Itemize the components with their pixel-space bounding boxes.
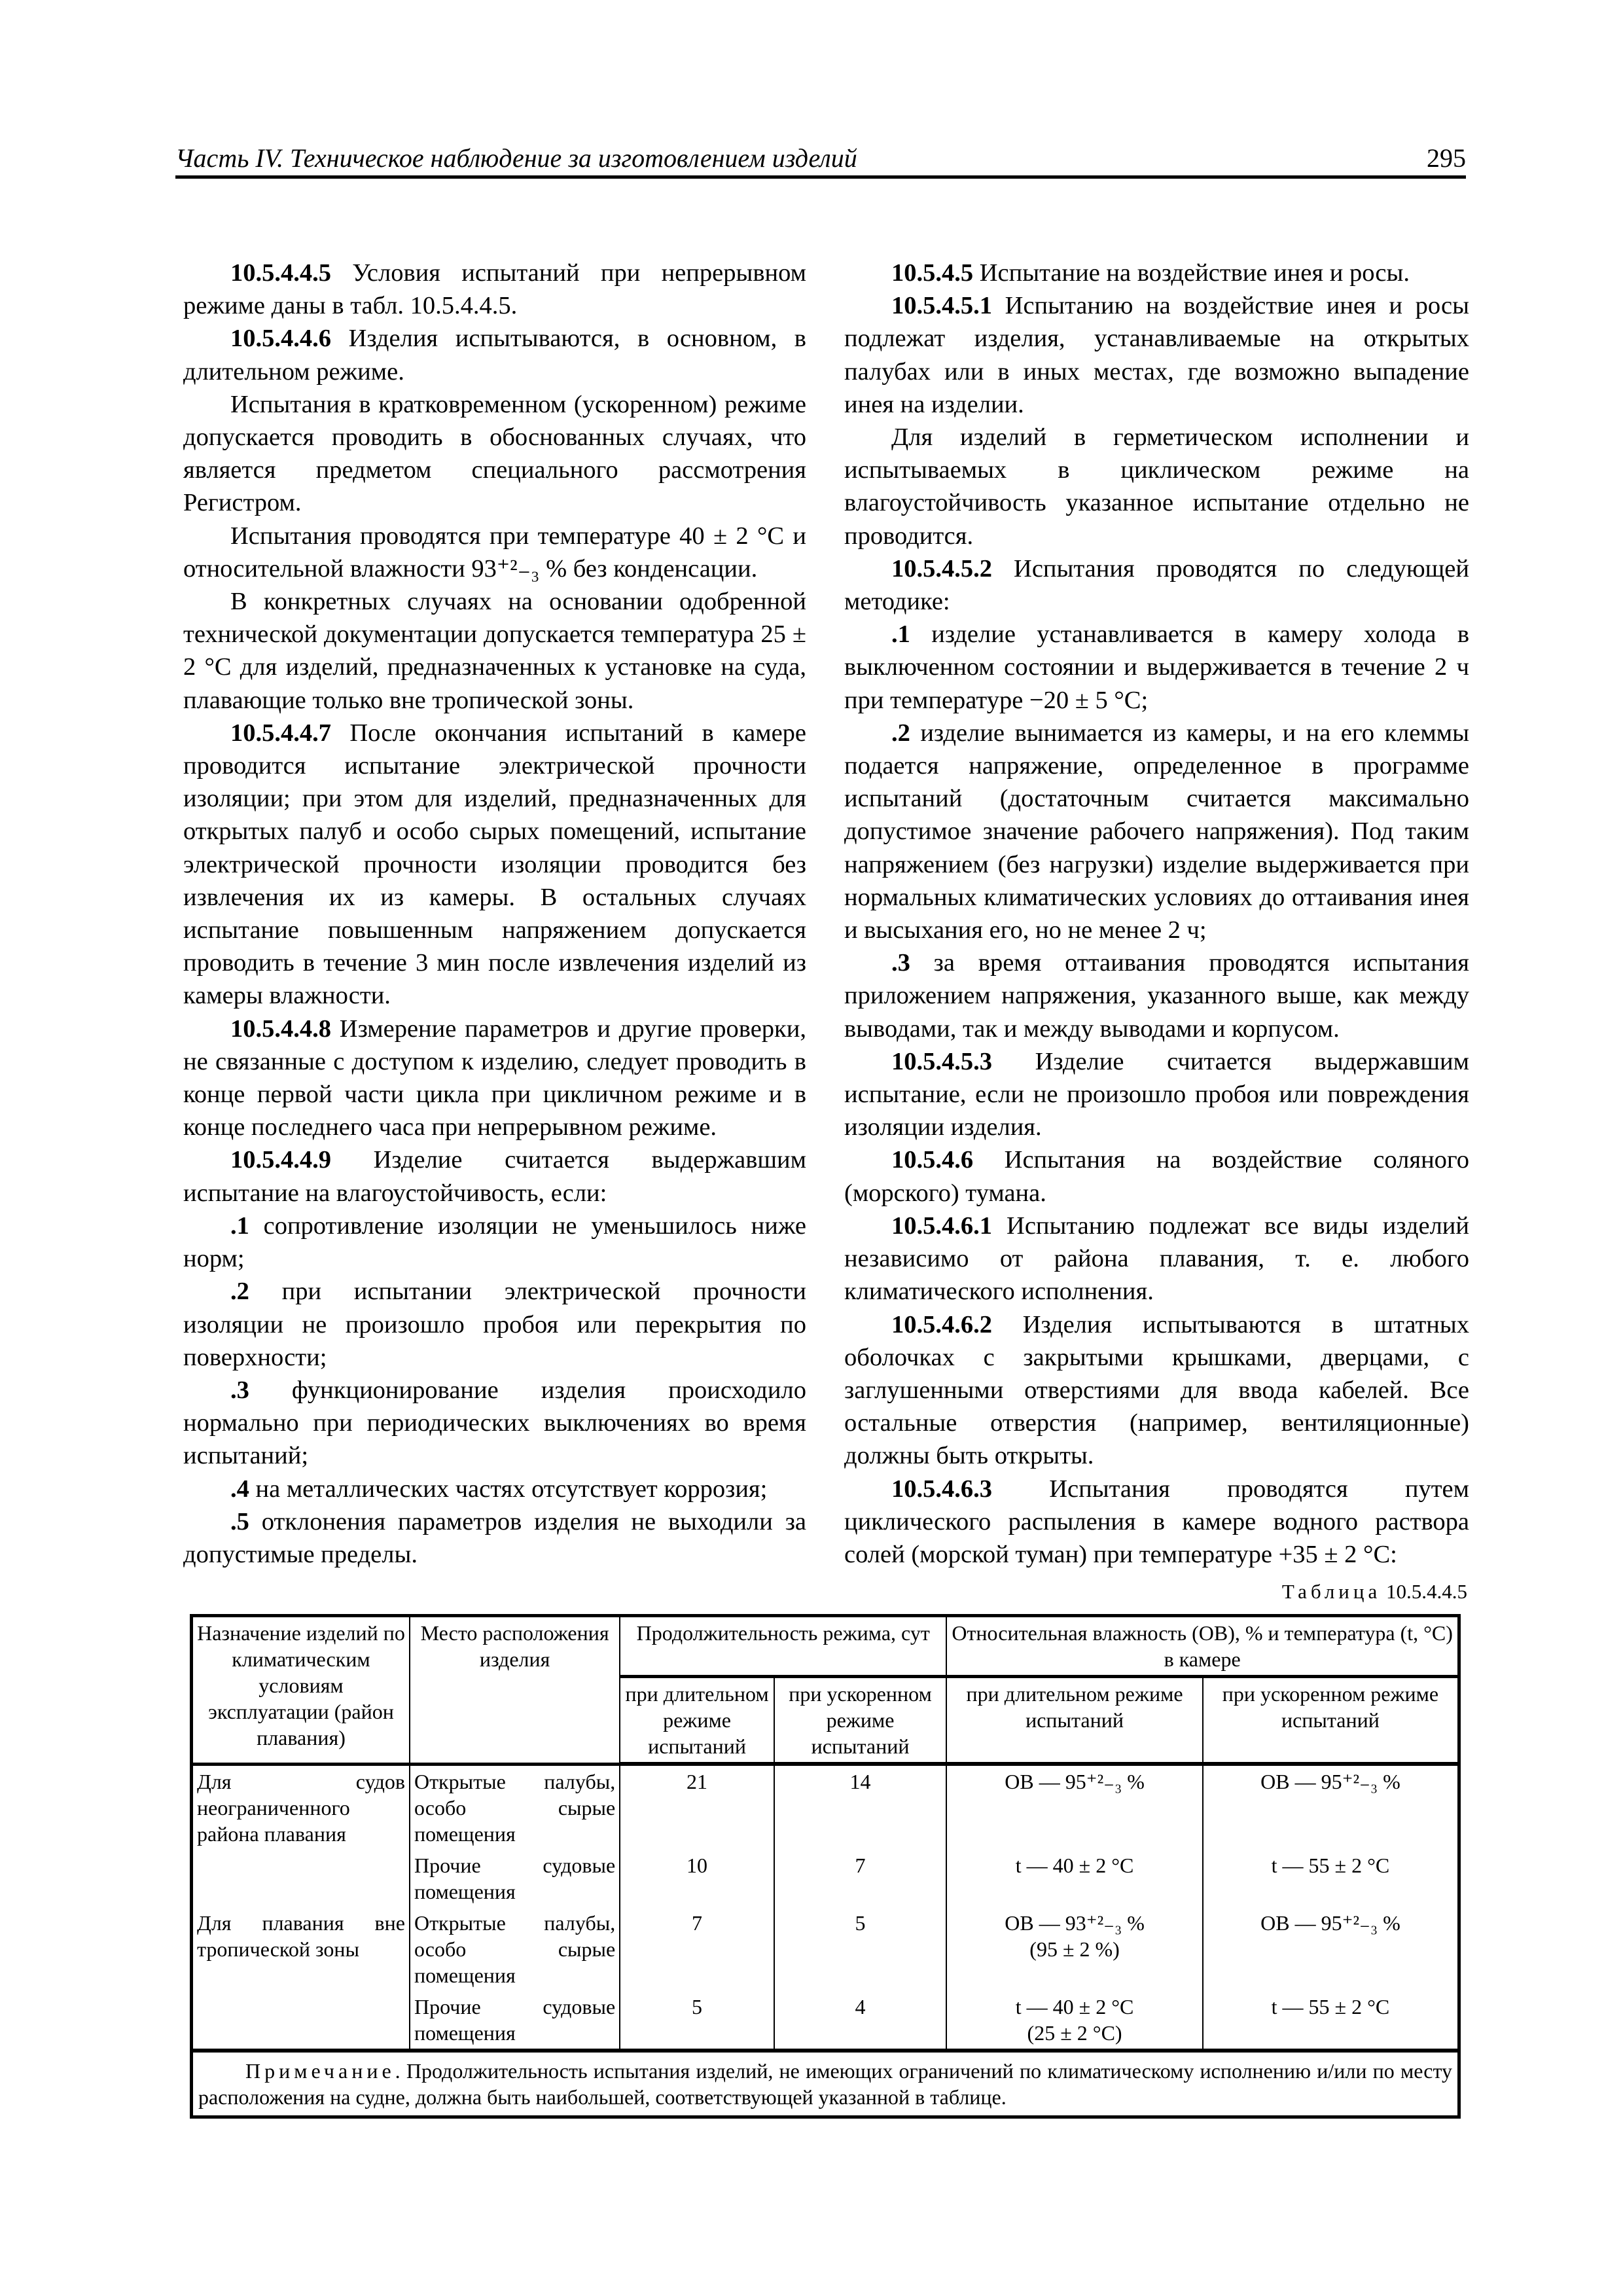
clause-number: 10.5.4.6.3	[891, 1475, 992, 1503]
header-purpose: Назначение изделий по климатическим условиям эксплуатации (район плавания)	[192, 1616, 410, 1765]
clause-number: .3	[891, 949, 910, 977]
clause-number: 10.5.4.4.9	[230, 1146, 331, 1174]
paragraph-text: отклонения параметров изделия не выходили за допустимые пределы.	[183, 1507, 806, 1568]
dur-long-cell: 10	[620, 1850, 774, 1907]
paragraph	[183, 1143, 806, 1209]
hum-fast-cell: t — 55 ± 2 °C	[1203, 1850, 1459, 1907]
note-label: Примечание	[245, 2058, 395, 2083]
table-row	[192, 1764, 1459, 1850]
clause-number: 10.5.4.6	[891, 1146, 974, 1174]
clause-number: 10.5.4.5.3	[891, 1047, 992, 1075]
hum-fast-cell: ОВ — 95⁺²₋₃ %	[1203, 1764, 1459, 1850]
page-number: 295	[1427, 143, 1466, 173]
location-cell: Открытые палубы, особо сырые помещения	[410, 1764, 620, 1850]
location-cell: Открытые палубы, особо сырые помещения	[410, 1907, 620, 1991]
dur-fast-cell: 4	[774, 1991, 946, 2051]
clause-number: 10.5.4.5.2	[891, 554, 992, 583]
paragraph-text: Испытания на воздействие соляного (морского) тумана.	[844, 1146, 1469, 1207]
paragraph-text: Испытания проводятся при температуре 40 ± 2 °C и относительной влажности 93⁺²₋₃ % без конденсации.	[183, 522, 806, 583]
paragraph-text: Измерение параметров и другие проверки, не связанные с доступом к изделию, следует проводить в конце первой части цикла при цикличном режиме и в конце последнего часа при непрерывном режиме.	[183, 1014, 806, 1141]
test-conditions-table	[190, 1614, 1461, 2119]
clause-number: 10.5.4.6.1	[891, 1211, 992, 1240]
header-humidity: Относительная влажность (ОВ), % и температура (t, °C) в камере	[946, 1616, 1459, 1677]
clause-number: .1	[230, 1211, 249, 1240]
two-column-text	[183, 257, 1469, 1571]
header-location: Место расположения изделия	[410, 1616, 620, 1765]
paragraph-text: В конкретных случаях на основании одобренной технической документации допускается температура 25 ± 2 °C для изделий, предназначенных к установке на суда, плавающие только вне тропической зоны.	[183, 588, 806, 714]
paragraph	[844, 946, 1469, 1045]
clause-number: 10.5.4.5.1	[891, 292, 992, 320]
left-column	[183, 257, 806, 1571]
paragraph-text: Испытание на воздействие инея и росы.	[973, 259, 1410, 287]
clause-number: .3	[230, 1376, 249, 1404]
paragraph	[844, 618, 1469, 717]
table-caption	[190, 1579, 1467, 1605]
hum-long-value: ОВ — 93⁺²₋₃ %	[1005, 1910, 1145, 1935]
page-header	[175, 143, 1466, 179]
clause-number: .1	[891, 620, 910, 649]
dur-fast-cell: 5	[774, 1907, 946, 1991]
dur-fast-cell: 14	[774, 1764, 946, 1850]
clause-number: .2	[230, 1278, 249, 1306]
clause-number: .4	[230, 1475, 249, 1503]
right-column	[844, 257, 1469, 1571]
hum-long-cell	[946, 1991, 1203, 2051]
paragraph	[183, 257, 806, 322]
paragraph	[183, 322, 806, 387]
paragraph-text: Изделия испытываются, в основном, в длительном режиме.	[183, 325, 806, 386]
note-text: . Продолжительность испытания изделий, не имеющих ограничений по климатическому исполнению и/или по месту расположения на судне, должна быть наибольшей, соответствующей указанной в таблице.	[198, 2058, 1452, 2109]
paragraph	[844, 1143, 1469, 1209]
paragraph	[183, 717, 806, 1013]
clause-number: 10.5.4.4.7	[230, 719, 331, 747]
clause-number: 10.5.4.4.5	[230, 259, 331, 287]
paragraph-text: при испытании электрической прочности изоляции не произошло пробоя или перекрытия по поверхности;	[183, 1278, 806, 1371]
paragraph	[844, 1308, 1469, 1473]
paragraph-text: изделие устанавливается в камеру холода в выключенном состоянии и выдерживается в течение 2 ч при температуре −20 ± 5 °C;	[844, 620, 1469, 714]
hum-long-cell: ОВ — 95⁺²₋₃ %	[946, 1764, 1203, 1850]
header-hum-fast: при ускоренном режиме испытаний	[1203, 1677, 1459, 1765]
paragraph	[844, 257, 1469, 289]
dur-long-cell: 7	[620, 1907, 774, 1991]
paragraph	[844, 1210, 1469, 1308]
table-caption-label: Таблица	[1281, 1580, 1382, 1604]
paragraph-text: Изделие считается выдержавшим испытание, если не произошло пробоя или повреждения изоляции изделия.	[844, 1047, 1469, 1141]
clause-number: 10.5.4.4.6	[230, 325, 331, 353]
clause-number: 10.5.4.5	[891, 259, 974, 287]
hum-long-value: t — 40 ± 2 °C	[1015, 1994, 1134, 2018]
clause-number: 10.5.4.6.2	[891, 1310, 992, 1338]
dur-fast-cell: 7	[774, 1850, 946, 1907]
header-dur-long: при длительном режиме испытаний	[620, 1677, 774, 1765]
table-note	[192, 2051, 1459, 2117]
paragraph-text: Изделия испытываются в штатных оболочках с закрытыми крышками, дверцами, с заглушенными отверстиями для ввода кабелей. Все остальные отверстия (например, вентиляционные) должны быть открыты.	[844, 1310, 1469, 1470]
running-title: Часть IV. Техническое наблюдение за изготовлением изделий	[175, 143, 857, 173]
hum-long-alt-value: (25 ± 2 °C)	[1027, 2020, 1122, 2045]
paragraph-text: Испытания проводятся путем циклического распыления в камере водного раствора солей (морской туман) при температуре +35 ± 2 °C:	[844, 1475, 1469, 1568]
hum-fast-cell: t — 55 ± 2 °C	[1203, 1991, 1459, 2051]
location-cell: Прочие судовые помещения	[410, 1850, 620, 1907]
paragraph	[183, 1505, 806, 1571]
paragraph-text: Испытанию подлежат все виды изделий независимо от района плавания, т. е. любого климатического исполнения.	[844, 1211, 1469, 1306]
purpose-cell: Для судов неограниченного района плавания	[192, 1764, 410, 1907]
paragraph	[183, 1275, 806, 1374]
paragraph-text: Для изделий в герметическом исполнении и испытываемых в циклическом режиме на влагоустойчивость указанное испытание отдельно не проводится.	[844, 423, 1469, 550]
table-row	[192, 1907, 1459, 1991]
dur-long-cell: 5	[620, 1991, 774, 2051]
paragraph	[183, 585, 806, 717]
paragraph	[183, 1013, 806, 1144]
paragraph	[844, 421, 1469, 552]
table-caption-number: 10.5.4.4.5	[1381, 1580, 1467, 1604]
paragraph-text: Испытания в кратковременном (ускоренном) режиме допускается проводить в обоснованных случаях, что является предметом специального рассмотрения Регистром.	[183, 390, 806, 517]
hum-long-cell: t — 40 ± 2 °C	[946, 1850, 1203, 1907]
hum-long-alt-value: (95 ± 2 %)	[1029, 1937, 1120, 1961]
hum-long-cell	[946, 1907, 1203, 1991]
page-body	[183, 257, 1469, 2119]
purpose-cell: Для плавания вне тропической зоны	[192, 1907, 410, 2051]
paragraph-text: После окончания испытаний в камере проводится испытание электрической прочности изоляции; при этом для изделий, предназначенных для открытых палуб и особо сырых помещений, испытание электрической прочности изоляции проводится без извлечения их из камеры. В остальных случаях испытание повышенным напряжением допускается проводить в течение 3 мин после извлечения изделий из камеры влажности.	[183, 719, 806, 1010]
paragraph	[844, 1473, 1469, 1571]
header-duration: Продолжительность режима, сут	[620, 1616, 946, 1677]
paragraph-text: изделие вынимается из камеры, и на его клеммы подается напряжение, определенное в программе испытаний (достаточным считается максимально допустимое значение рабочего напряжения). Под таким напряжением (без нагрузки) изделие выдерживается при нормальных климатических условиях до оттаивания инея и высыхания его, но не менее 2 ч;	[844, 719, 1469, 944]
paragraph-text: Условия испытаний при непрерывном режиме даны в табл. 10.5.4.4.5.	[183, 259, 806, 320]
paragraph	[844, 1045, 1469, 1144]
location-cell: Прочие судовые помещения	[410, 1991, 620, 2051]
paragraph-text: на металлических частях отсутствует коррозия;	[249, 1475, 768, 1503]
paragraph-text: Изделие считается выдержавшим испытание на влагоустойчивость, если:	[183, 1146, 806, 1207]
paragraph	[844, 717, 1469, 946]
paragraph	[183, 1374, 806, 1473]
paragraph-text: функционирование изделия происходило нормально при периодических выключениях во время испытаний;	[183, 1376, 806, 1470]
paragraph	[183, 520, 806, 585]
paragraph	[183, 1473, 806, 1505]
dur-long-cell: 21	[620, 1764, 774, 1850]
paragraph	[844, 289, 1469, 421]
paragraph-text: сопротивление изоляции не уменьшилось ниже норм;	[183, 1211, 806, 1273]
hum-fast-cell: ОВ — 95⁺²₋₃ %	[1203, 1907, 1459, 1991]
clause-number: .2	[891, 719, 910, 747]
header-dur-fast: при ускоренном режиме испытаний	[774, 1677, 946, 1765]
clause-number: 10.5.4.4.8	[230, 1014, 331, 1043]
paragraph	[844, 552, 1469, 618]
paragraph-text: Испытанию на воздействие инея и росы подлежат изделия, устанавливаемые на открытых палубах или в иных местах, где возможно выпадение инея на изделии.	[844, 292, 1469, 418]
header-hum-long: при длительном режиме испытаний	[946, 1677, 1203, 1765]
clause-number: .5	[230, 1507, 249, 1535]
paragraph-text: за время оттаивания проводятся испытания приложением напряжения, указанного выше, как между выводами, так и между выводами и корпусом.	[844, 949, 1469, 1043]
paragraph	[183, 388, 806, 520]
paragraph-text: Испытания проводятся по следующей методике:	[844, 554, 1469, 616]
paragraph	[183, 1210, 806, 1275]
